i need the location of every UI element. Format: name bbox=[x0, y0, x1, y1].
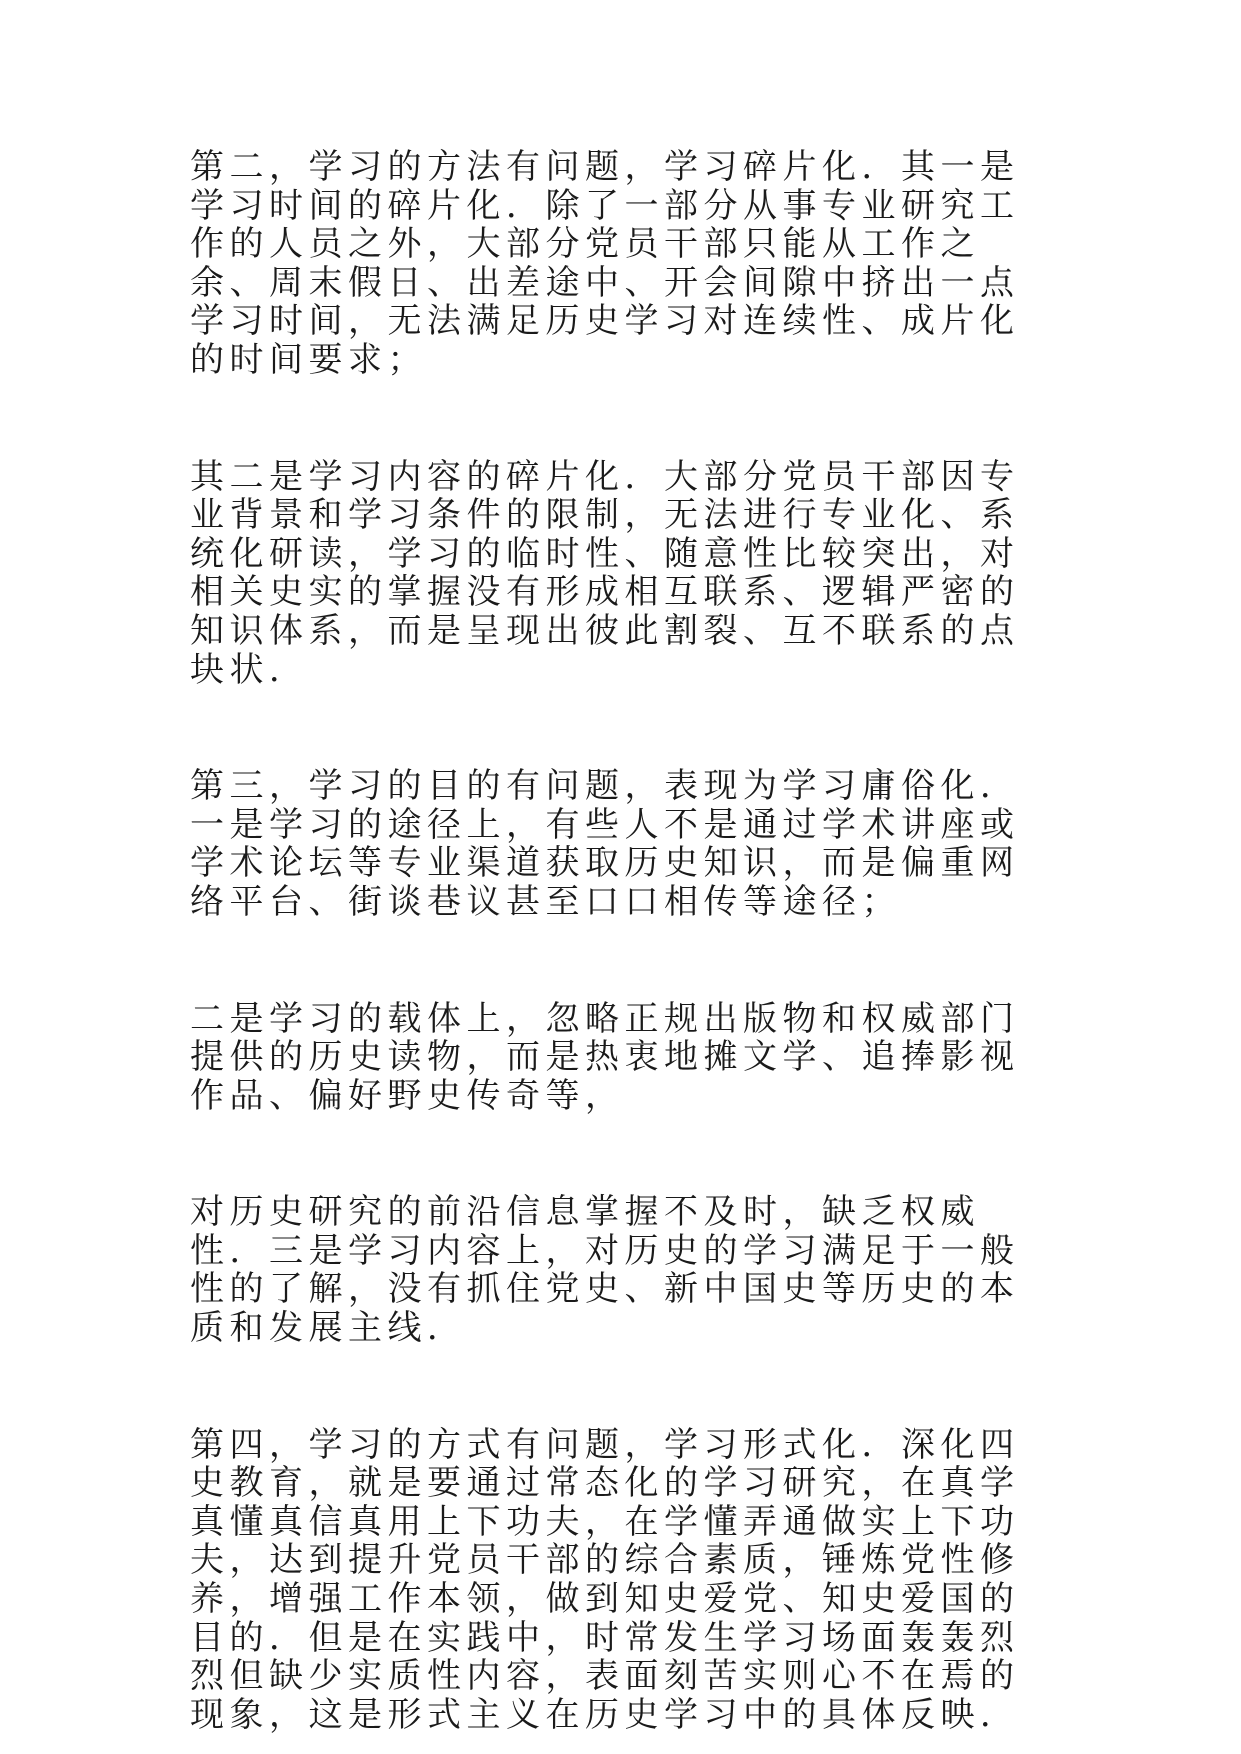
document-body bbox=[190, 148, 1035, 1734]
paragraph-formalized-approach: 第四，学习的方式有问题，学习形式化．深化四史教育，就是要通过常态化的学习研究，在真学真懂真信真用上下功夫，在学懂弄通做实上下功夫，达到提升党员干部的综合素质，锤炼党性修养，增强工作本领，做到知史爱党、知史爱国的目的．但是在实践中，时常发生学习场面轰轰烈烈但缺少实质性内容，表面刻苦实则心不在焉的现象，这是形式主义在历史学习中的具体反映． bbox=[190, 1424, 1020, 1735]
paragraph-fragmented-content: 其二是学习内容的碎片化．大部分党员干部因专业背景和学习条件的限制，无法进行专业化、系统化研读，学习的临时性、随意性比较突出，对相关史实的掌握没有形成相互联系、逻辑严密的知识体系，而是呈现出彼此割裂、互不联系的点块状． bbox=[190, 456, 1020, 690]
paragraph-frontier-information: 对历史研究的前沿信息掌握不及时，缺乏权威性．三是学习内容上，对历史的学习满足于一般性的了解，没有抓住党史、新中国史等历史的本质和发展主线． bbox=[190, 1192, 1020, 1349]
paragraph-vulgarized-purpose: 第三，学习的目的有问题，表现为学习庸俗化．一是学习的途径上，有些人不是通过学术讲座或学术论坛等专业渠道获取历史知识，而是偏重网络平台、街谈巷议甚至口口相传等途径； bbox=[190, 766, 1020, 922]
paragraph-learning-carrier: 二是学习的载体上，忽略正规出版物和权威部门提供的历史读物，而是热衷地摊文学、追捧影视作品、偏好野史传奇等， bbox=[190, 998, 1020, 1116]
paragraph-fragmented-method: 第二，学习的方法有问题，学习碎片化．其一是学习时间的碎片化．除了一部分从事专业研究工作的人员之外，大部分党员干部只能从工作之余、周末假日、出差途中、开会间隙中挤出一点学习时间，无法满足历史学习对连续性、成片化的时间要求； bbox=[190, 147, 1020, 380]
